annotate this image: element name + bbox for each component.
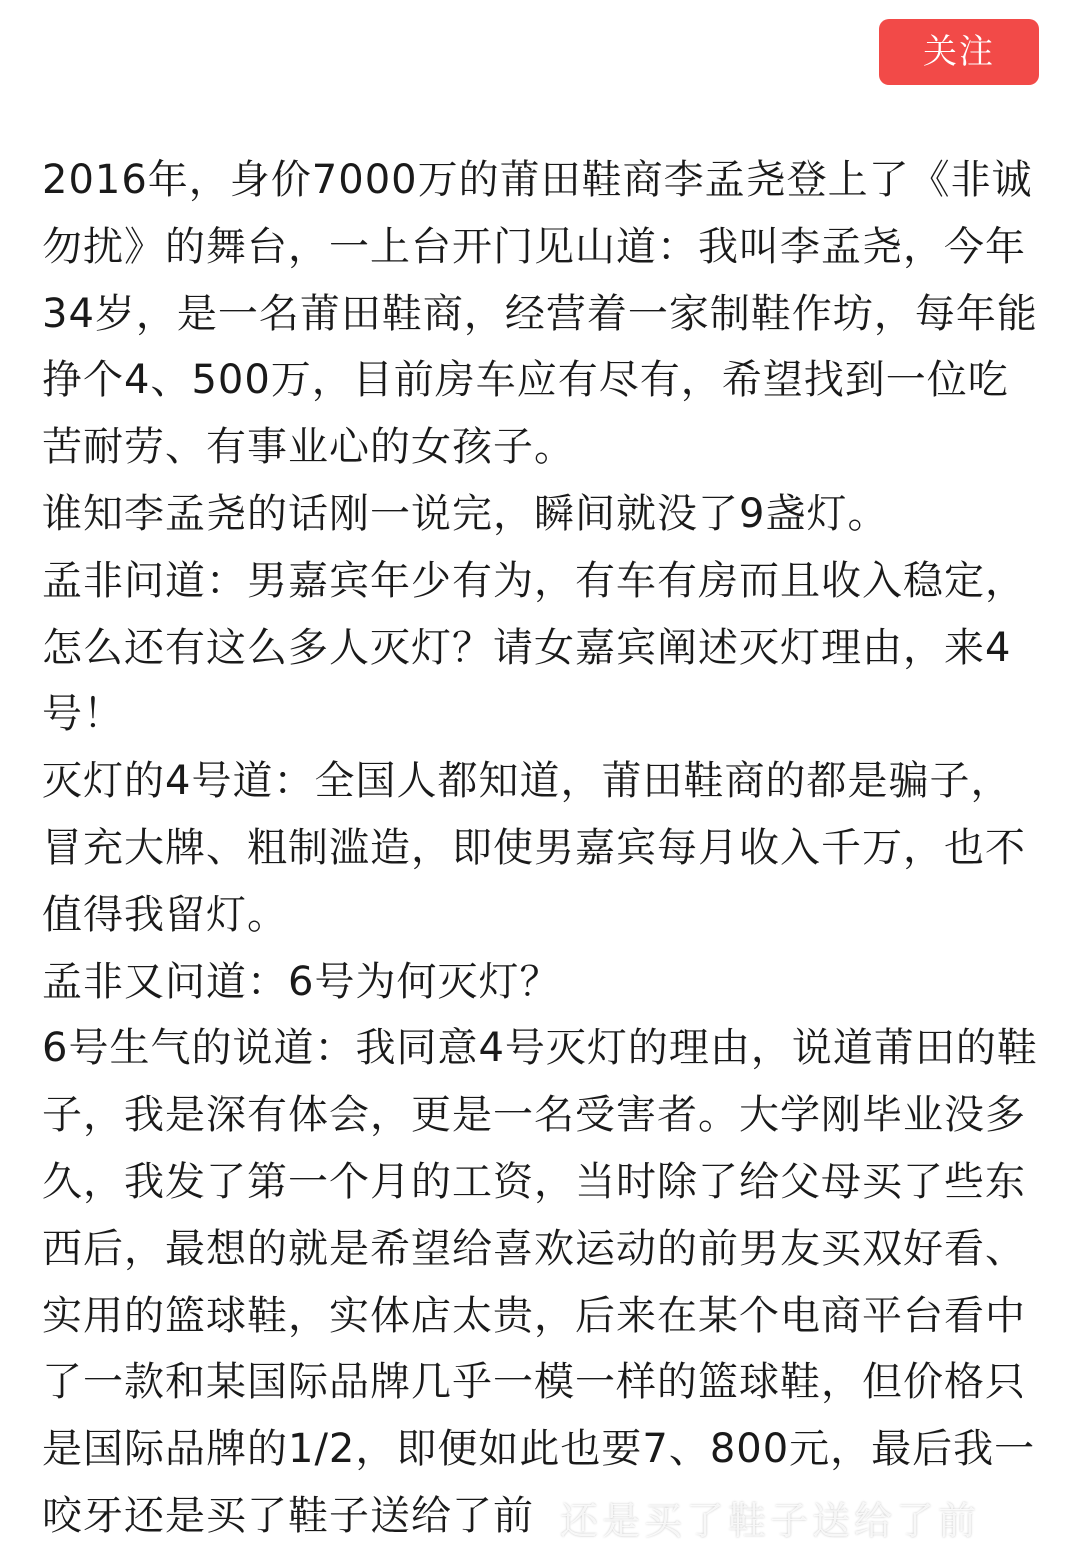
header-bar	[0, 0, 1080, 110]
article-paragraph: 灭灯的4号道：全国人都知道，莆田鞋商的都是骗子，冒充大牌、粗制滥造，即使男嘉宾每月收入千万，也不值得我留灯。	[42, 758, 1026, 938]
article-body	[42, 147, 1042, 1550]
article-paragraph: 6号生气的说道：我同意4号灭灯的理由，说道莆田的鞋子，我是深有体会，更是一名受害者。大学刚毕业没多久，我发了第一个月的工资，当时除了给父母买了些东西后，最想的就是希望给喜欢运动的前男友买双好看、实用的篮球鞋，实体店太贵，后来在某个电商平台看中了一款和某国际品牌几乎一模一样的篮球鞋，但价格只是国际品牌的1/2，即便如此也要7、800元，最后我一咬牙还是买了鞋子送给了前	[42, 1025, 1038, 1539]
follow-button[interactable]: 关注	[879, 19, 1039, 85]
article-paragraph: 孟非问道：男嘉宾年少有为，有车有房而且收入稳定，怎么还有这么多人灭灯？请女嘉宾阐述灭灯理由，来4号！	[42, 557, 1026, 738]
watermark: 还是买了鞋子送给了前	[560, 1499, 981, 1543]
article-paragraph: 孟非又问道：6号为何灭灯？	[42, 958, 561, 1005]
article-paragraph: 2016年，身价7000万的莆田鞋商李孟尧登上了《非诚勿扰》的舞台，一上台开门见山道：我叫李孟尧，今年34岁，是一名莆田鞋商，经营着一家制鞋作坊，每年能挣个4、500万，目前房车应有尽有，希望找到一位吃苦耐劳、有事业心的女孩子。	[42, 157, 1038, 471]
article-paragraph: 谁知李孟尧的话刚一说完，瞬间就没了9盏灯。	[42, 490, 889, 537]
